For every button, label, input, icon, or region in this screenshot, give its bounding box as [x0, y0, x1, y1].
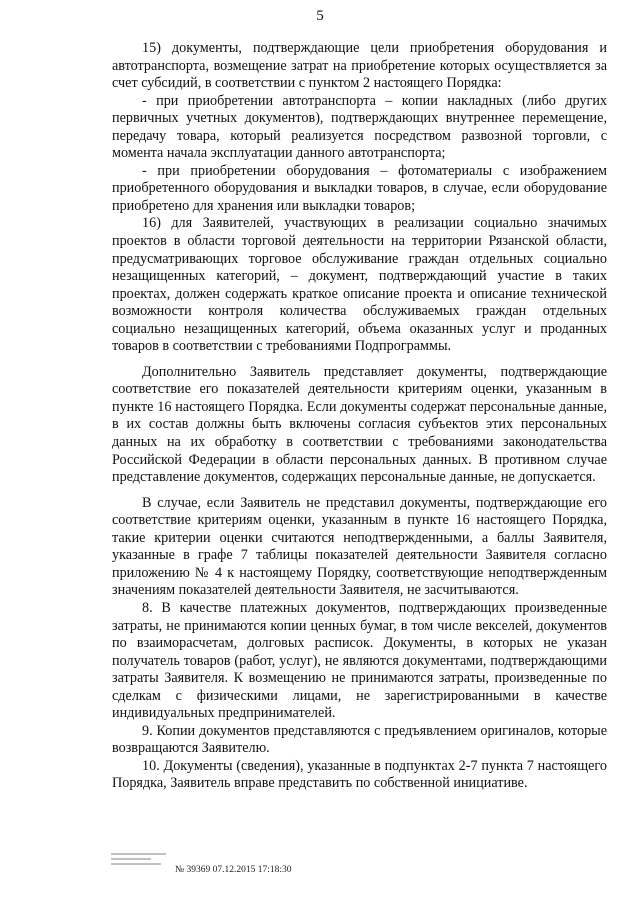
paragraph-16: 16) для Заявителей, участвующих в реализации социально значимых проектов в области торговой деятельности на территории Рязанской области, предусматривающих торговое обслуживание граждан отдельных социально незащищенных категорий, – документ, подтверждающий участие в таких проектах, должен содержать краткое описание проекта и описание технической возможности контроля количества обслуживаемых граждан отдельных социально незащищенных категорий, объема оказанных услуг и проданных товаров в соответствии с требованиями Подпрограммы.	[112, 215, 607, 355]
registration-footer: № 39369 07.12.2015 17:18:30	[175, 865, 292, 875]
page-number: 5	[316, 8, 324, 24]
paragraph-10: 10. Документы (сведения), указанные в подпунктах 2-7 пункта 7 настоящего Порядка, Заявитель вправе представить по собственной инициативе.	[112, 757, 607, 792]
paragraph-unconfirmed-criteria: В случае, если Заявитель не представил документы, подтверждающие его соответствие критериям оценки, указанным в пункте 16 настоящего Порядка, такие критерии оценки считаются неподтвержденными, а баллы Заявителя, указанные в графе 7 таблицы показателей деятельности Заявителя согласно приложению № 4 к настоящему Порядку, соответствующие неподтвержденным значениям показателей деятельности Заявителя, не засчитываются.	[112, 494, 607, 599]
paragraph-15: 15) документы, подтверждающие цели приобретения оборудования и автотранспорта, возмещение затрат на приобретение которых осуществляется за счет субсидий, в соответствии с пунктом 2 настоящего Порядка:	[112, 40, 607, 92]
paragraph-15-vehicles: - при приобретении автотранспорта – копии накладных (либо других первичных учетных документов), подтверждающих внутреннее перемещение, передачу товара, который реализуется посредством развозной торговли, с момента начала эксплуатации данного автотранспорта;	[112, 92, 607, 162]
paragraph-15-equipment: - при приобретении оборудования – фотоматериалы с изображением приобретенного оборудования и выкладки товаров, в случае, если оборудование приобретено для хранения или выкладки товаров;	[112, 162, 607, 214]
paragraph-additional-documents: Дополнительно Заявитель представляет документы, подтверждающие соответствие его показателей деятельности критериям оценки, указанным в пункте 16 настоящего Порядка. Если документы содержат персональные данные, в их состав должны быть включены согласия субъектов этих персональных данных на их обработку в соответствии с требованиями законодательства Российской Федерации в области персональных данных. В противном случае представление документов, содержащих персональные данные, не допускается.	[112, 363, 607, 486]
paragraph-8: 8. В качестве платежных документов, подтверждающих произведенные затраты, не принимаются копии ценных бумаг, в том числе векселей, документов по взаиморасчетам, долговых расписок. Документы, в которых не указан получатель товаров (работ, услуг), не являются документами, подтверждающими затраты Заявителя. К возмещению не принимаются затраты, произведенные по сделкам с физическими лицами, не зарегистрированными в качестве индивидуальных предпринимателей.	[112, 599, 607, 722]
document-body	[112, 40, 607, 793]
faint-stamp-mark	[111, 850, 171, 872]
paragraph-9: 9. Копии документов представляются с предъявлением оригиналов, которые возвращаются Заявителю.	[112, 722, 607, 757]
